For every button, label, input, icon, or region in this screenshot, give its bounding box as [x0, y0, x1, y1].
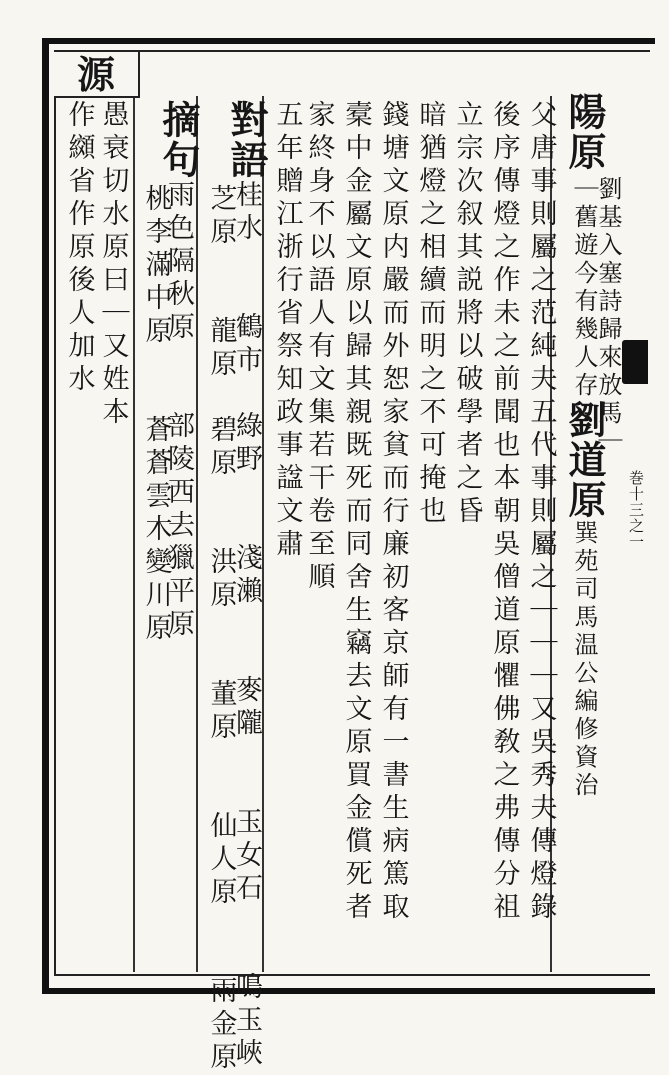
text-column: 五年贈江浙行省祭知政事諡文肅	[271, 100, 303, 562]
text-column: 對語桂水 鶴市 綠野 淺瀨 麥隴 玉女石 鳴玉峽	[224, 100, 269, 1071]
side-label: 巻十三之一	[627, 470, 645, 550]
text-column: 立宗次叙其説將以破學者之昏	[451, 100, 483, 529]
text-column: 陽原	[562, 92, 607, 172]
text-column: ｜舊遊今有幾人存劉道原巽苑司馬温公編修資治	[562, 176, 607, 800]
text-column: 愚衰切水原曰｜又姓本	[97, 100, 129, 430]
text-column: 家終身不以語人有文集若干卷至順	[303, 100, 335, 595]
text-column: 槖中金屬文原以歸其親既死而同舍生竊去文原買金償死者	[340, 100, 372, 925]
text-column: 父唐事則屬之范純夫五代事則屬之｜｜｜又吳秀夫傳燈錄	[525, 100, 557, 925]
text-column: 作纐省作原後人加水	[63, 100, 95, 397]
text-column: 後序傳燈之作未之前聞也本朝吳僧道原懼佛敎之弗傳分祖	[488, 100, 520, 925]
header-char: 源	[76, 52, 115, 97]
text-column: 暗猶燈之相續而明之不可掩也	[414, 100, 446, 529]
text-column: 摘句雨色隔秋原 部陵西去獵平原	[156, 100, 201, 642]
text-column: 桃李滿中原 蒼蒼雲木變川原	[140, 184, 172, 646]
text-column: 錢塘文原内嚴而外恕家貧而行廉初客京師有一書生病篤取	[377, 100, 409, 925]
text-column: 劉基入塞詩歸來放馬｜	[594, 176, 622, 456]
text-column: 芝原 龍原 碧原 洪原 董原 仙人原 雨金原	[205, 184, 237, 1075]
